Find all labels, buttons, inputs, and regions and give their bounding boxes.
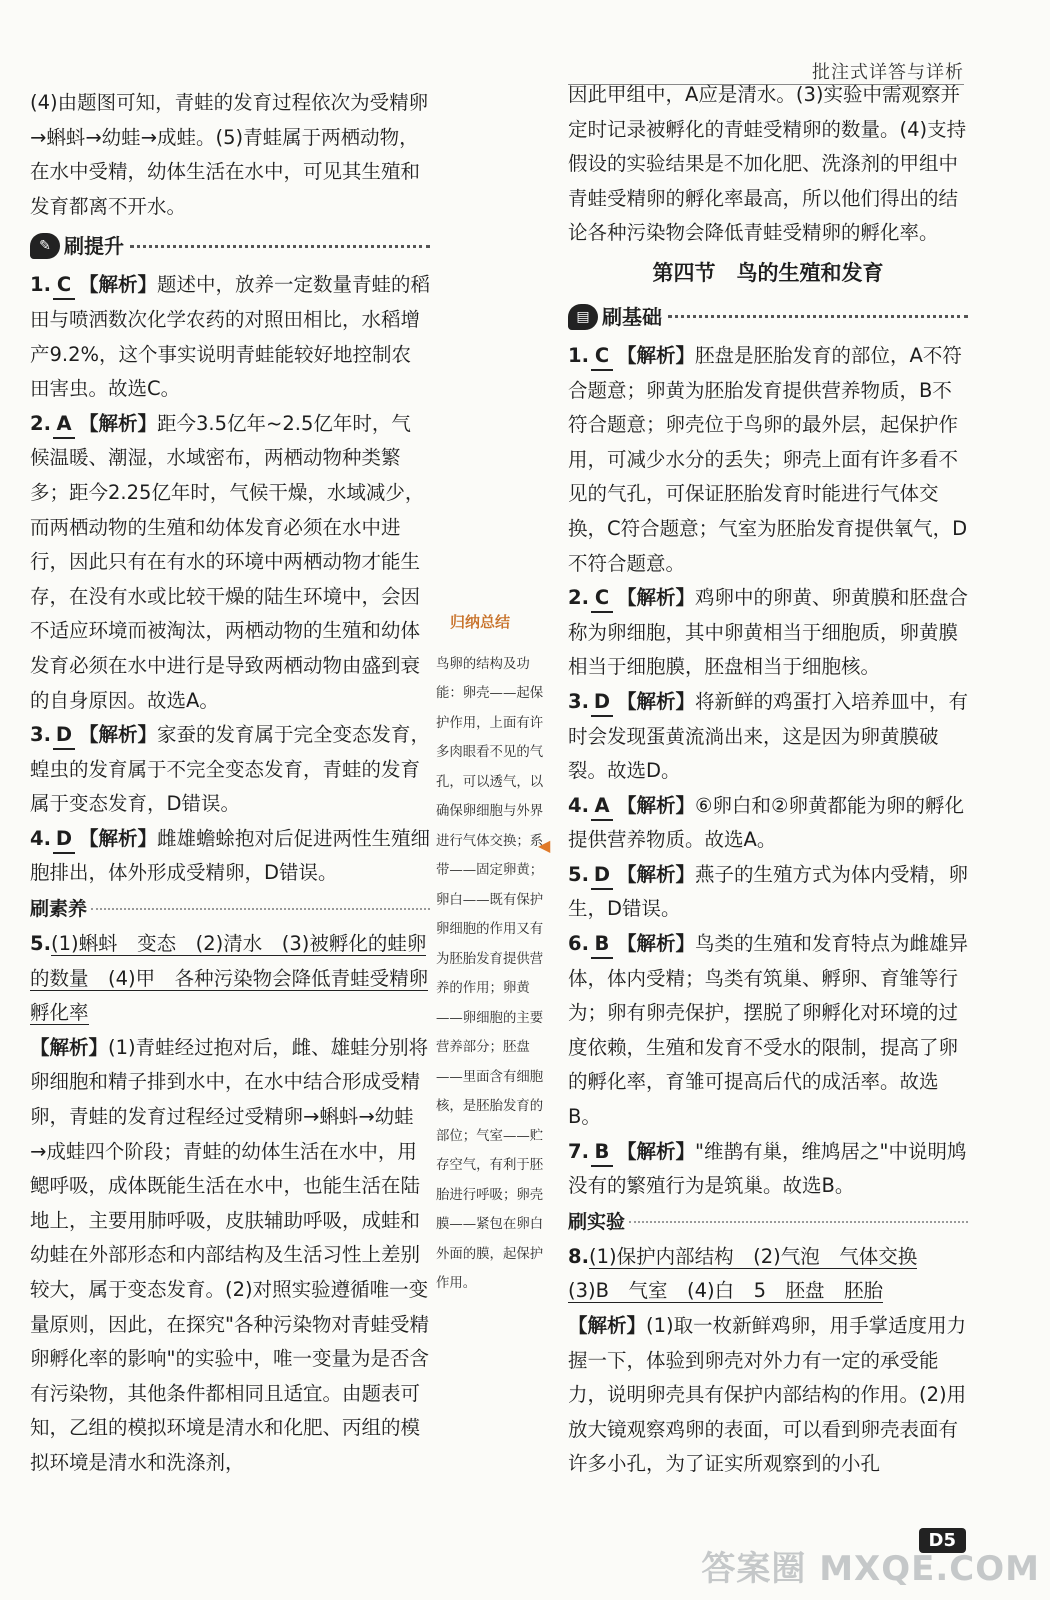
answer-text: (1)保护内部结构 (2)气泡 气体交换 [588, 1244, 918, 1268]
question-number: 3. [30, 723, 51, 747]
question-number: 1. [30, 273, 51, 297]
question-item [30, 407, 430, 718]
section-badge [568, 300, 662, 335]
question-item [568, 858, 968, 927]
analysis-text: 家蚕的发育属于完全变态发育，蝗虫的发育属于不完全变态发育，青蛙的发育属于变态发育，D错误。 [30, 723, 431, 816]
book-icon: ▤ [568, 304, 598, 330]
answer-letter: A [591, 793, 613, 821]
analysis-tag: 【解析】 [616, 862, 695, 886]
section-badge [30, 229, 124, 264]
question-number: 3. [568, 689, 589, 713]
analysis-text: (1)青蛙经过抱对后，雌、雄蛙分别将卵细胞和精子排到水中，在水中结合形成受精卵，青蛙的发育过程经过受精卵→蝌蚪→幼蛙→成蛙四个阶段；青蛙的幼体生活在水中，用鳃呼吸，成体既能生活在水中，也能生活在陆地上，主要用肺呼吸，皮肤辅助呼吸，成蛙和幼蛙在外部形态和内部结构及生活习性上差别较大，属于变态发育。(2)对照实验遵循唯一变量原则，因此，在探究"各种污染物对青蛙受精卵孵化率的影响"的实验中，唯一变量为是否含有污染物，其他条件都相同且适宜。由题表可知，乙组的模拟环境是清水和化肥、丙组的模拟环境是清水和洗涤剂， [30, 1035, 429, 1474]
analysis-text: 胚盘是胚胎发育的部位，A不符合题意；卵黄为胚胎发育提供营养物质，B不符合题意；卵壳位于鸟卵的最外层，起保护作用，可减少水分的丢失；卵壳上面有许多看不见的气孔，可保证胚胎发育时能进行气体交换，C符合题意；气室为胚胎发育提供氧气，D不符合题意。 [568, 343, 968, 575]
question-item [568, 789, 968, 858]
question-number: 4. [568, 793, 589, 817]
answer-letter: D [591, 862, 613, 890]
section-header-jichu [568, 295, 968, 339]
analysis-tag: 【解析】 [30, 1035, 109, 1059]
question-number: 8. [568, 1244, 589, 1268]
dotted-divider [130, 245, 430, 248]
answer-text: (3)B 气室 (4)白 5 胚盘 胚胎 [568, 1279, 884, 1303]
right-column [568, 78, 968, 1482]
section-title: 刷实验 [568, 1210, 626, 1233]
question-number: 6. [568, 932, 589, 956]
analysis-text: 鸟类的生殖和发育特点为雌雄异体，体内受精；鸟类有筑巢、孵卵、育雏等行为；卵有卵壳保护，摆脱了卵孵化对环境的过度依赖，生殖和发育不受水的限制，提高了卵的孵化率，育雏可提高后代的成活率。故选B。 [568, 932, 969, 1129]
section-header-shiyan [568, 1204, 968, 1240]
analysis-text: (1)取一枚新鲜鸡卵，用手掌适度用力握一下，体验到卵壳对外力有一定的承受能力，说明卵壳具有保护内部结构的作用。(2)用放大镜观察鸡卵的表面，可以看到卵壳表面有许多小孔，为了证实所观察到的小孔 [568, 1314, 967, 1476]
answer-letter: B [591, 931, 613, 959]
question-item [30, 822, 430, 891]
analysis-tag: 【解析】 [568, 1314, 647, 1337]
section-header-tisheng [30, 224, 430, 268]
answer-letter: D [53, 826, 75, 854]
section-title: 刷素养 [30, 897, 88, 920]
question-number: 2. [30, 411, 51, 435]
page-number: D5 [919, 1528, 966, 1553]
answer-letter: C [53, 272, 75, 300]
analysis-text: ⑥卵白和②卵黄都能为卵的孵化提供营养物质。故选A。 [568, 793, 964, 852]
section-title: 刷提升 [64, 234, 124, 259]
pointer-arrow-icon: ◀ [538, 836, 551, 855]
analysis-tag: 【解析】 [616, 689, 695, 713]
question-item [568, 927, 968, 1135]
question-number: 5. [30, 932, 51, 956]
question-item [30, 718, 430, 822]
question-item [30, 268, 430, 406]
question-item [568, 1240, 968, 1275]
pencil-icon: ✎ [30, 233, 60, 259]
dotted-divider [91, 908, 430, 910]
analysis-paragraph [30, 1031, 430, 1481]
analysis-text: 鸡卵中的卵黄、卵黄膜和胚盘合称为卵细胞，其中卵黄相当于细胞质，卵黄膜相当于细胞膜，胚盘相当于细胞核。 [568, 586, 969, 679]
answer-letter: D [53, 722, 75, 750]
question-number: 7. [568, 1139, 589, 1163]
analysis-tag: 【解析】 [616, 932, 695, 956]
question-number: 4. [30, 826, 51, 850]
chapter-title: 第四节 鸟的生殖和发育 [652, 260, 884, 285]
question-item [568, 685, 968, 789]
dotted-divider [629, 1221, 968, 1223]
analysis-tag: 【解析】 [616, 1139, 695, 1163]
answer-letter: C [591, 585, 613, 613]
analysis-tag: 【解析】 [616, 343, 695, 367]
question-item [568, 339, 968, 581]
summary-title: 归纳总结 [450, 613, 511, 631]
answer-line [568, 1274, 968, 1309]
analysis-tag: 【解析】 [78, 723, 157, 747]
answer-letter: B [591, 1139, 613, 1167]
question-number: 2. [568, 586, 589, 610]
header-title: 批注式详答与详析 [812, 62, 964, 83]
section-header-suyang [30, 891, 430, 927]
analysis-tag: 【解析】 [78, 273, 157, 297]
question-number: 5. [568, 862, 589, 886]
analysis-text: 题述中，放养一定数量青蛙的稻田与喷洒数次化学农药的对照田相比，水稻增产9.2%，这个事实说明青蛙能较好地控制农田害虫。故选C。 [30, 273, 431, 401]
question-item [568, 1135, 968, 1204]
continued-paragraph: 因此甲组中，A应是清水。(3)实验中需观察并定时记录被孵化的青蛙受精卵的数量。(4)支持假设的实验结果是不加化肥、洗涤剂的甲组中青蛙受精卵的孵化率最高，所以他们得出的结论各种污染物会降低青蛙受精卵的孵化率。 [568, 83, 967, 245]
analysis-tag: 【解析】 [616, 793, 695, 817]
left-column [30, 86, 430, 1481]
answer-letter: C [591, 343, 613, 371]
analysis-text: 将新鲜的鸡蛋打入培养皿中，有时会发现蛋黄流淌出来，这是因为卵黄膜破裂。故选D。 [568, 689, 969, 783]
watermark: 答案圈 MXQE.COM [701, 1549, 1040, 1589]
question-number: 1. [568, 343, 589, 367]
summary-sidebar [436, 608, 552, 1299]
section-title: 刷基础 [602, 304, 662, 329]
answer-text: (1)蝌蚪 变态 (2)清水 (3)被孵化的蛙卵的数量 (4)甲 各种污染物会降低青蛙受精卵孵化率 [30, 932, 429, 1025]
analysis-tag: 【解析】 [78, 411, 157, 435]
dotted-divider [668, 315, 968, 318]
question-item [30, 927, 430, 1031]
question-item [568, 581, 968, 685]
analysis-text: 距今3.5亿年~2.5亿年时，气候温暖、潮湿，水域密布，两栖动物种类繁多；距今2.25亿年时，气候干燥，水域减少，而两栖动物的生殖和幼体发育必须在水中进行，因此只有在有水的环境中两栖动物才能生存，在没有水或比较干燥的陆生环境中，会因不适应环境而被淘汰，两栖动物的生殖和幼体发育必须在水中进行是导致两栖动物由盛到衰的自身原因。故选A。 [30, 411, 425, 712]
analysis-paragraph [568, 1309, 968, 1482]
analysis-text: "维鹊有巢，维鸠居之"中说明鸠没有的繁殖行为是筑巢。故选B。 [568, 1139, 967, 1198]
analysis-text: 燕子的生殖方式为体内受精，卵生，D错误。 [568, 862, 969, 921]
analysis-tag: 【解析】 [78, 826, 157, 850]
summary-text: 鸟卵的结构及功能：卵壳——起保护作用，上面有许多肉眼看不见的气孔，可以透气，以确保卵细胞与外界进行气体交换；系带——固定卵黄；卵白——既有保护卵细胞的作用又有为胚胎发育提供营养的作用；卵黄——卵细胞的主要营养部分；胚盘——里面含有细胞核，是胚胎发育的部位；气室——贮存空气，有利于胚胎进行呼吸；卵壳膜——紧包在卵白外面的膜，起保护作用。 [436, 656, 544, 1291]
analysis-tag: 【解析】 [616, 586, 695, 610]
answer-letter: D [591, 689, 613, 717]
answer-letter: A [53, 411, 75, 439]
intro-paragraph: (4)由题图可知，青蛙的发育过程依次为受精卵→蝌蚪→幼蛙→成蛙。(5)青蛙属于两栖动物，在水中受精，幼体生活在水中，可见其生殖和发育都离不开水。 [30, 91, 429, 218]
analysis-text: 雌雄蟾蜍抱对后促进两性生殖细胞排出，体外形成受精卵，D错误。 [30, 826, 431, 885]
